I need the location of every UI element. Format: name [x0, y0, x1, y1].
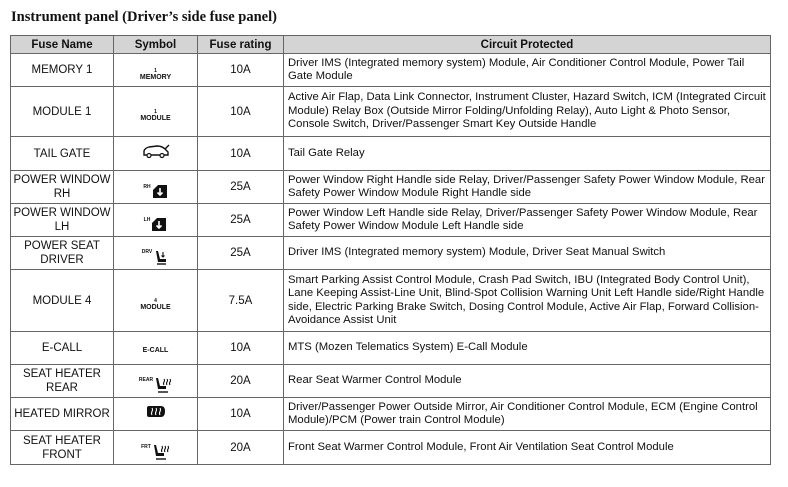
power-window-symbol: [143, 184, 167, 199]
symbol-cell: [114, 332, 198, 365]
seat-heater-icon: [154, 377, 172, 394]
symbol-number: 1: [154, 109, 157, 115]
heated-mirror-icon: [145, 404, 167, 419]
symbol-cell: [114, 137, 198, 171]
tail-gate-icon: [141, 143, 171, 159]
table-row: [11, 204, 771, 237]
fuse-name: POWER WINDOW LH: [11, 204, 114, 237]
fuse-rating: 10A: [198, 332, 284, 365]
header-fuse-name: Fuse Name: [11, 36, 114, 54]
symbol-number: 4: [154, 298, 157, 304]
module-symbol: [140, 298, 170, 312]
table-row: [11, 365, 771, 398]
table-header-row: [11, 36, 771, 54]
symbol-cell: [114, 87, 198, 137]
table-row: [11, 431, 771, 465]
symbol-number: 1: [154, 67, 157, 74]
fuse-name: MODULE 4: [11, 270, 114, 332]
symbol-badge: RH: [143, 184, 151, 190]
seat-heater-symbol: [141, 444, 170, 461]
symbol-cell: [114, 237, 198, 270]
table-row: [11, 270, 771, 332]
seat-heater-symbol: [139, 377, 172, 394]
circuit-protected: Power Window Left Handle side Relay, Driver/Passenger Safety Power Window Module, Rear Safety Power Window Module Left Handle side: [284, 204, 771, 237]
fuse-rating: 10A: [198, 87, 284, 137]
circuit-protected: Driver IMS (Integrated memory system) Module, Air Conditioner Control Module, Power Tail Gate Module: [284, 54, 771, 87]
table-row: [11, 332, 771, 365]
table-row: [11, 237, 771, 270]
symbol-cell: [114, 365, 198, 398]
fuse-name: HEATED MIRROR: [11, 398, 114, 431]
symbol-badge: FRT: [141, 443, 151, 450]
circuit-protected: MTS (Mozen Telematics System) E-Call Module: [284, 332, 771, 365]
symbol-cell: [114, 54, 198, 87]
fuse-rating: 20A: [198, 431, 284, 465]
symbol-badge: DRV: [141, 249, 153, 255]
seat-heater-icon: [152, 444, 170, 461]
header-circuit-protected: Circuit Protected: [284, 36, 771, 54]
fuse-name: TAIL GATE: [11, 137, 114, 171]
symbol-label: MODULE: [140, 304, 171, 311]
fuse-rating: 20A: [198, 365, 284, 398]
circuit-protected: Tail Gate Relay: [284, 137, 771, 171]
circuit-protected: Power Window Right Handle side Relay, Driver/Passenger Safety Power Window Module, Rear Safety Power Window Module Right Handle side: [284, 171, 771, 204]
e-call-symbol: E-CALL: [142, 347, 169, 354]
module-symbol: [140, 109, 170, 123]
page-title: Instrument panel (Driver’s side fuse panel): [11, 9, 277, 25]
fuse-name: POWER SEAT DRIVER: [11, 237, 114, 270]
fuse-rating: 10A: [198, 54, 284, 87]
fuse-table: [10, 35, 771, 465]
power-seat-symbol: [142, 249, 169, 266]
symbol-cell: [114, 270, 198, 332]
table-row: [11, 87, 771, 137]
symbol-cell: [114, 204, 198, 237]
circuit-protected: Active Air Flap, Data Link Connector, Instrument Cluster, Hazard Switch, ICM (Integrated Circuit Module) Relay Box (Outside Mirror Folding/Unfolding Relay), Auto Light & Photo Sensor, Console Switch, Driver/Passenger Smart Key Outside Handle: [284, 87, 771, 137]
fuse-rating: 10A: [198, 398, 284, 431]
power-window-icon: [152, 184, 168, 199]
fuse-rating: 25A: [198, 171, 284, 204]
fuse-name: POWER WINDOW RH: [11, 171, 114, 204]
fuse-rating: 7.5A: [198, 270, 284, 332]
fuse-rating: 25A: [198, 237, 284, 270]
fuse-name: SEAT HEATER FRONT: [11, 431, 114, 465]
fuse-name: MEMORY 1: [11, 54, 114, 87]
fuse-name: E-CALL: [11, 332, 114, 365]
symbol-cell: [114, 171, 198, 204]
table-row: [11, 54, 771, 87]
header-symbol: Symbol: [114, 36, 198, 54]
circuit-protected: Driver IMS (Integrated memory system) Module, Driver Seat Manual Switch: [284, 237, 771, 270]
power-window-icon: [151, 217, 167, 232]
circuit-protected: Driver/Passenger Power Outside Mirror, Air Conditioner Control Module, ECM (Engine Control Module)/PCM (Power train Control Module): [284, 398, 771, 431]
fuse-rating: 10A: [198, 137, 284, 171]
symbol-badge: REAR: [138, 377, 154, 383]
power-window-symbol: [144, 217, 168, 232]
symbol-cell: [114, 431, 198, 465]
symbol-badge: LH: [143, 217, 151, 223]
fuse-name: MODULE 1: [11, 87, 114, 137]
header-fuse-rating: Fuse rating: [198, 36, 284, 54]
fuse-rating: 25A: [198, 204, 284, 237]
symbol-label: MEMORY: [139, 73, 172, 81]
table-row: [11, 398, 771, 431]
table-row: [11, 137, 771, 171]
symbol-label: MODULE: [140, 115, 171, 122]
circuit-protected: Front Seat Warmer Control Module, Front Air Ventilation Seat Control Module: [284, 431, 771, 465]
memory-symbol: [140, 68, 171, 82]
table-row: [11, 171, 771, 204]
fuse-name: SEAT HEATER REAR: [11, 365, 114, 398]
power-seat-icon: [153, 249, 169, 266]
circuit-protected: Smart Parking Assist Control Module, Crash Pad Switch, IBU (Integrated Body Control Unit), Lane Keeping Assist-Line Unit, Blind-Spot Collision Warning Unit Left Handle side/Right Handle side, Electric Parking Brake Switch, Dosing Control Module, Active Air Flap, Forward Collision-Avoidance Assist Unit: [284, 270, 771, 332]
symbol-cell: [114, 398, 198, 431]
circuit-protected: Rear Seat Warmer Control Module: [284, 365, 771, 398]
